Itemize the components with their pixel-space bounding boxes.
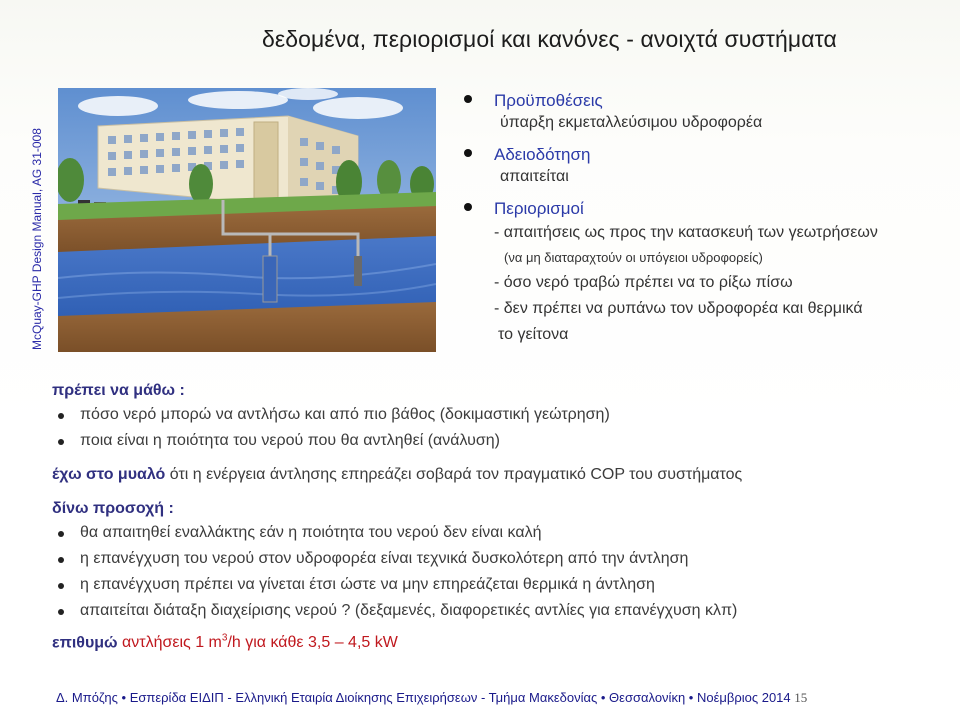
main-content xyxy=(52,380,952,656)
bullet-icon xyxy=(58,557,64,563)
restriction-line: - απαιτήσεις ως προς την κατασκευή των γεωτρήσεων xyxy=(494,224,878,241)
restriction-line: - δεν πρέπει να ρυπάνω τον υδροφορέα και θερμικά xyxy=(494,300,863,317)
page-title: δεδομένα, περιορισμοί και κανόνες - ανοιχτά συστήματα xyxy=(262,26,837,52)
bullet-icon xyxy=(464,149,472,157)
conditions-list xyxy=(462,90,952,358)
bullet-icon xyxy=(58,413,64,419)
bullet-icon xyxy=(464,95,472,103)
footer-text: Δ. Μπόζης • Εσπερίδα ΕΙΔΙΠ - Ελληνική Εταιρία Διοίκησης Επιχειρήσεων - Τμήμα Μακεδονίας • Θεσσαλονίκη • Νοέμβριος 2014 xyxy=(56,690,791,705)
page-number: 15 xyxy=(794,690,808,705)
bullet-icon xyxy=(58,439,64,445)
bullet-icon xyxy=(58,531,64,537)
restriction-note: (να μη διαταραχτούν οι υπόγειοι υδροφορείς) xyxy=(504,250,763,265)
licensing-heading: Αδειοδότηση xyxy=(494,145,591,164)
learn-heading: πρέπει να μάθω : xyxy=(52,382,185,399)
restriction-line: το γείτονα xyxy=(498,326,569,343)
list-item xyxy=(462,198,952,348)
licensing-text: απαιτείται xyxy=(500,168,569,185)
prerequisites-text: ύπαρξη εκμεταλλεύσιμου υδροφορέα xyxy=(500,114,763,131)
list-item: απαιτείται διάταξη διαχείρισης νερού ? (δεξαμενές, διαφορετικές αντλίες για επανέγχυση κλπ) xyxy=(52,598,952,624)
list-item xyxy=(462,144,952,188)
prerequisites-heading: Προϋποθέσεις xyxy=(494,91,603,110)
list-item: πόσο νερό μπορώ να αντλήσω και από πιο βάθος (δοκιμαστική γεώτρηση) xyxy=(52,402,952,428)
list-item: η επανέγχυση του νερού στον υδροφορέα είναι τεχνικά δυσκολότερη από την άντληση xyxy=(52,546,952,572)
mind-line xyxy=(52,462,952,488)
desired-text: αντλήσεις 1 $m^3/h$ για κάθε 3,5 – 4,5 kW xyxy=(122,633,398,652)
list-item: ποια είναι η ποιότητα του νερού που θα αντληθεί (ανάλυση) xyxy=(52,428,952,454)
list-item xyxy=(462,90,952,134)
side-source-label: McQuay-GHP Design Manual, AG 31-008 xyxy=(30,128,44,350)
attention-heading: δίνω προσοχή : xyxy=(52,500,174,517)
desired-line xyxy=(52,626,952,656)
mind-lead: έχω στο μυαλό xyxy=(52,466,166,483)
restrictions-heading: Περιορισμοί xyxy=(494,199,584,218)
restriction-line: - όσο νερό τραβώ πρέπει να το ρίξω πίσω xyxy=(494,274,793,291)
bullet-icon xyxy=(58,583,64,589)
list-item: θα απαιτηθεί εναλλάκτης εάν η ποιότητα του νερού δεν είναι καλή xyxy=(52,520,952,546)
mind-text: ότι η ενέργεια άντλησης επηρεάζει σοβαρά τον πραγματικό COP του συστήματος xyxy=(169,466,743,483)
bullet-icon xyxy=(58,609,64,615)
list-item: η επανέγχυση πρέπει να γίνεται έτσι ώστε να μην επηρεάζεται θερμικά η άντληση xyxy=(52,572,952,598)
desired-lead: επιθυμώ xyxy=(52,634,118,652)
bullet-icon xyxy=(464,203,472,211)
footer xyxy=(56,690,807,706)
building-groundwater-illustration xyxy=(58,88,436,352)
